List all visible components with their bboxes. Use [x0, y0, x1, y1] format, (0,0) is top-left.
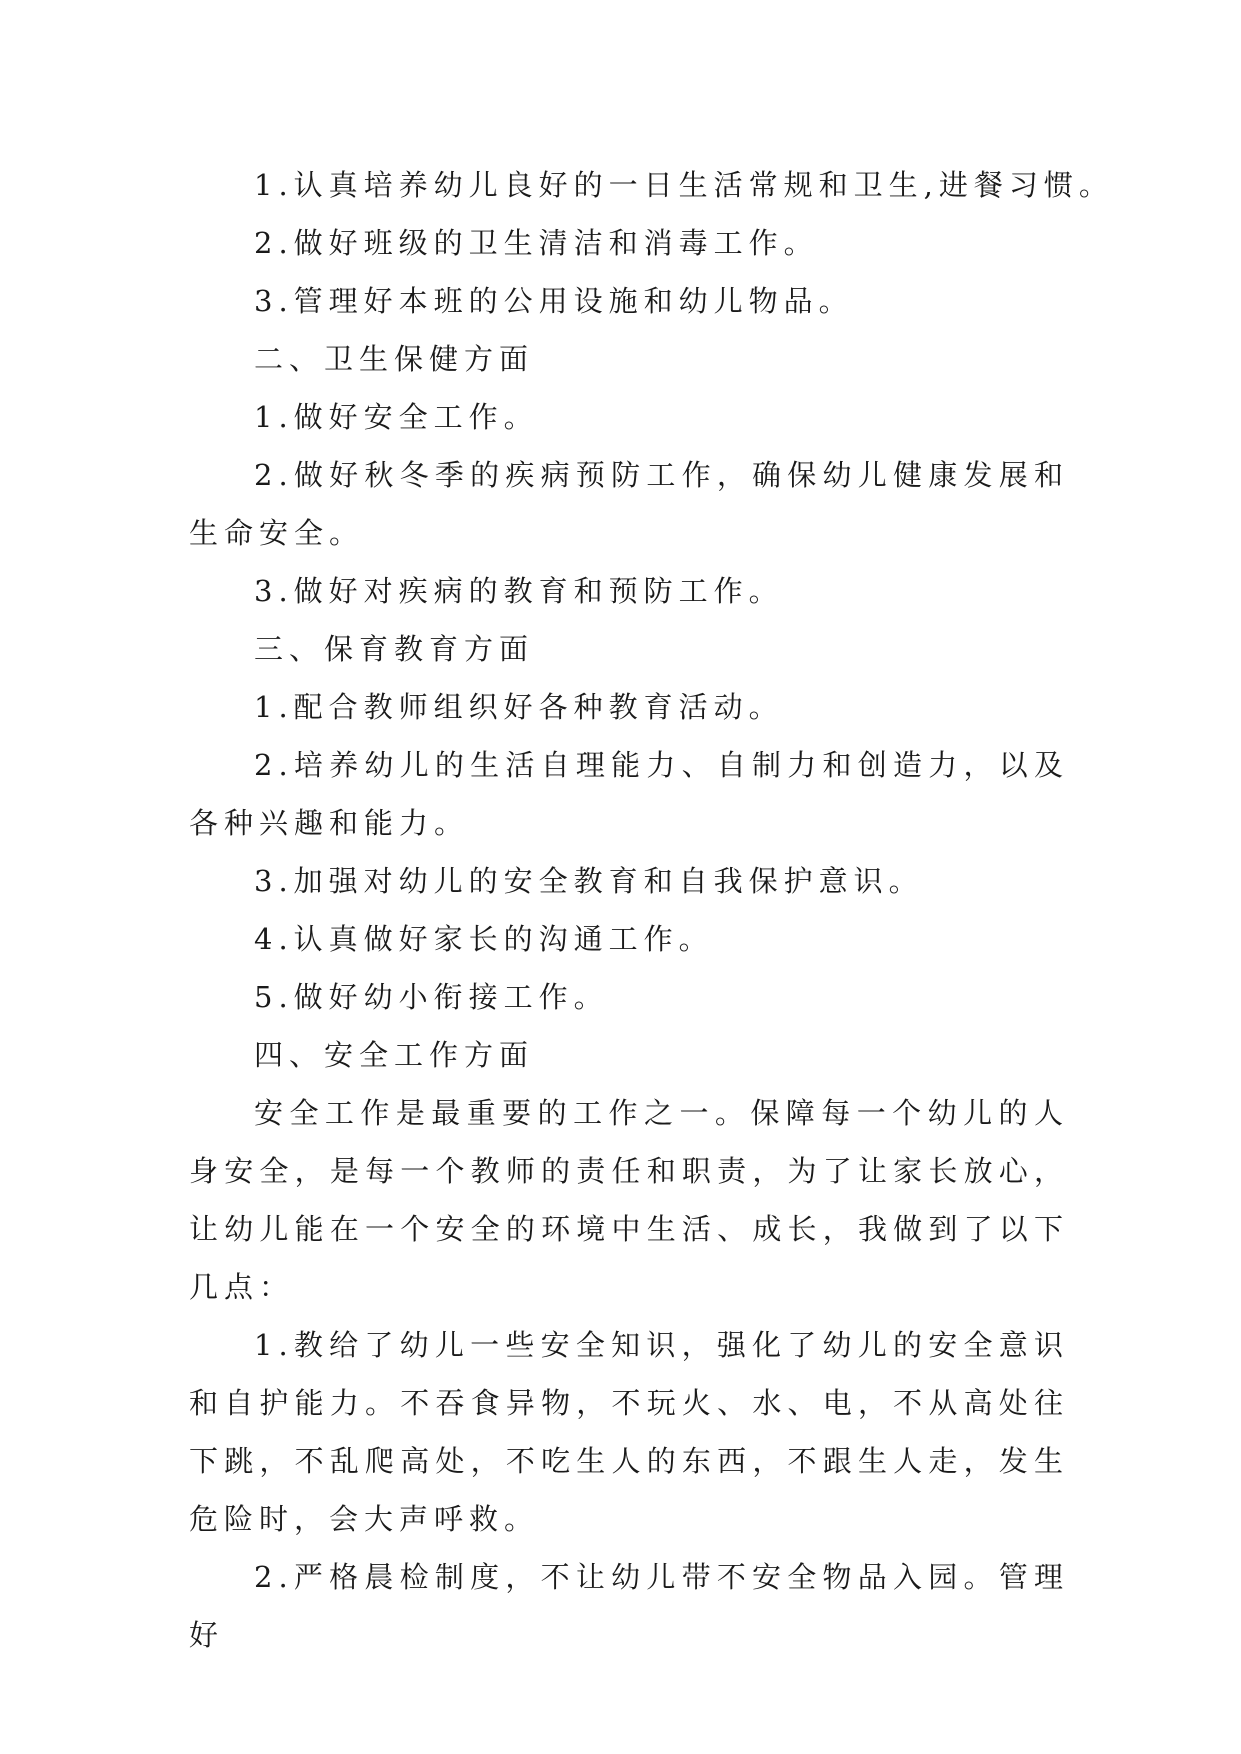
section-heading-education: 三、保育教育方面	[254, 632, 535, 666]
paragraph-item-12: 4.认真做好家长的沟通工作。	[254, 922, 714, 956]
paragraph-item-7: 3.做好对疾病的教育和预防工作。	[254, 574, 784, 608]
paragraph-item-9: 1.配合教师组织好各种教育活动。	[254, 690, 784, 724]
paragraph-item-6: 2.做好秋冬季的疾病预防工作，确保幼儿健康发展和生命安全。	[189, 458, 1069, 550]
document-body	[189, 156, 1114, 1664]
paragraph-item-1: 1.认真培养幼儿良好的一日生活常规和卫生,进餐习惯。	[254, 168, 1114, 202]
paragraph-item-11: 3.加强对幼儿的安全教育和自我保护意识。	[254, 864, 924, 898]
paragraph-item-13: 5.做好幼小衔接工作。	[254, 980, 609, 1014]
paragraph-item-3: 3.管理好本班的公用设施和幼儿物品。	[254, 284, 854, 318]
paragraph-item-2: 2.做好班级的卫生清洁和消毒工作。	[254, 226, 819, 260]
paragraph-item-5: 1.做好安全工作。	[254, 400, 539, 434]
section-heading-health: 二、卫生保健方面	[254, 342, 535, 376]
paragraph-item-10: 2.培养幼儿的生活自理能力、自制力和创造力，以及各种兴趣和能力。	[189, 748, 1069, 840]
paragraph-item-15: 安全工作是最重要的工作之一。保障每一个幼儿的人身安全，是每一个教师的责任和职责，为了让家长放心，让幼儿能在一个安全的环境中生活、成长，我做到了以下几点：	[189, 1096, 1069, 1304]
paragraph-item-17: 2.严格晨检制度，不让幼儿带不安全物品入园。管理好	[189, 1560, 1069, 1652]
section-heading-safety: 四、安全工作方面	[254, 1038, 535, 1072]
paragraph-item-16: 1.教给了幼儿一些安全知识，强化了幼儿的安全意识和自护能力。不吞食异物，不玩火、水、电，不从高处往下跳，不乱爬高处，不吃生人的东西，不跟生人走，发生危险时，会大声呼救。	[189, 1328, 1069, 1536]
